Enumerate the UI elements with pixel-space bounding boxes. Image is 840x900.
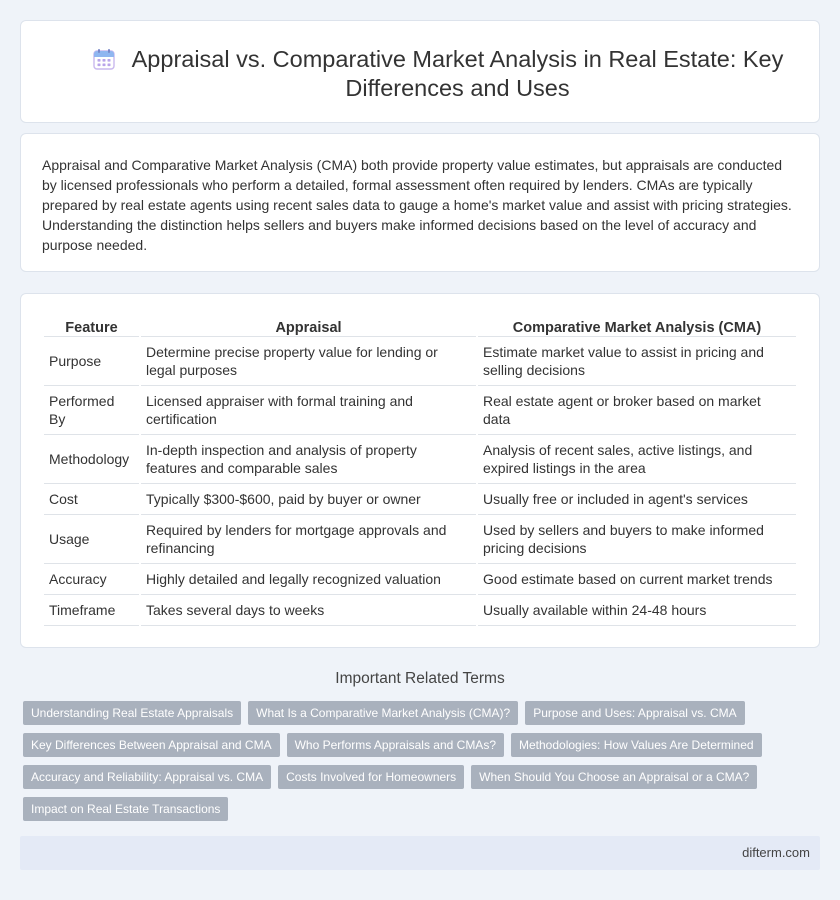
appraisal-cell: In-depth inspection and analysis of property features and comparable sales xyxy=(141,435,476,484)
feature-cell: Performed By xyxy=(44,386,139,435)
feature-cell: Timeframe xyxy=(44,595,139,626)
cma-cell: Estimate market value to assist in pricing and selling decisions xyxy=(478,337,796,386)
footer xyxy=(20,836,820,870)
related-term-tag[interactable]: Who Performs Appraisals and CMAs? xyxy=(287,733,504,757)
footer-site-link[interactable]: difterm.com xyxy=(742,845,810,860)
table-row xyxy=(44,484,796,515)
header-feature: Feature xyxy=(44,315,139,337)
page-title: Appraisal vs. Comparative Market Analysis in Real Estate: Key Differences and Uses xyxy=(131,46,784,101)
related-term-tag[interactable]: Methodologies: How Values Are Determined xyxy=(511,733,762,757)
intro-card xyxy=(20,133,820,272)
title-card xyxy=(20,20,820,123)
appraisal-cell: Required by lenders for mortgage approvals and refinancing xyxy=(141,515,476,564)
related-term-tag[interactable]: Impact on Real Estate Transactions xyxy=(23,797,228,821)
table-row xyxy=(44,337,796,386)
table-row xyxy=(44,515,796,564)
appraisal-cell: Takes several days to weeks xyxy=(141,595,476,626)
table-header-row xyxy=(44,315,796,337)
table-row xyxy=(44,386,796,435)
cma-cell: Good estimate based on current market trends xyxy=(478,564,796,595)
cma-cell: Analysis of recent sales, active listings, and expired listings in the area xyxy=(478,435,796,484)
related-term-tag[interactable]: Accuracy and Reliability: Appraisal vs. CMA xyxy=(23,765,271,789)
related-terms-heading: Important Related Terms xyxy=(335,670,505,687)
calendar-grid-icon xyxy=(93,48,115,70)
cma-cell: Usually free or included in agent's services xyxy=(478,484,796,515)
feature-cell: Cost xyxy=(44,484,139,515)
related-term-tag[interactable]: What Is a Comparative Market Analysis (CMA)? xyxy=(248,701,518,725)
feature-cell: Usage xyxy=(44,515,139,564)
appraisal-cell: Determine precise property value for lending or legal purposes xyxy=(141,337,476,386)
related-term-tag[interactable]: Costs Involved for Homeowners xyxy=(278,765,464,789)
intro-paragraph: Appraisal and Comparative Market Analysis (CMA) both provide property value estimates, but appraisals are conducted by licensed professionals who perform a detailed, formal assessment often required by lenders. CMAs are typically prepared by real estate agents using recent sales data to gauge a home's market value and assist with pricing strategies. Understanding the distinction helps sellers and buyers make informed decisions based on the level of accuracy and purpose needed. xyxy=(42,157,792,253)
related-terms-list xyxy=(23,701,803,821)
related-term-tag[interactable]: Key Differences Between Appraisal and CMA xyxy=(23,733,280,757)
table-row xyxy=(44,435,796,484)
appraisal-cell: Highly detailed and legally recognized valuation xyxy=(141,564,476,595)
header-cma: Comparative Market Analysis (CMA) xyxy=(478,315,796,337)
comparison-table xyxy=(42,315,798,626)
appraisal-cell: Licensed appraiser with formal training and certification xyxy=(141,386,476,435)
comparison-table-card xyxy=(20,293,820,648)
cma-cell: Usually available within 24-48 hours xyxy=(478,595,796,626)
table-row xyxy=(44,595,796,626)
feature-cell: Purpose xyxy=(44,337,139,386)
cma-cell: Real estate agent or broker based on market data xyxy=(478,386,796,435)
header-appraisal: Appraisal xyxy=(141,315,476,337)
related-term-tag[interactable]: When Should You Choose an Appraisal or a CMA? xyxy=(471,765,757,789)
feature-cell: Accuracy xyxy=(44,564,139,595)
cma-cell: Used by sellers and buyers to make informed pricing decisions xyxy=(478,515,796,564)
appraisal-cell: Typically $300-$600, paid by buyer or owner xyxy=(141,484,476,515)
feature-cell: Methodology xyxy=(44,435,139,484)
related-term-tag[interactable]: Understanding Real Estate Appraisals xyxy=(23,701,241,725)
related-term-tag[interactable]: Purpose and Uses: Appraisal vs. CMA xyxy=(525,701,744,725)
table-row xyxy=(44,564,796,595)
